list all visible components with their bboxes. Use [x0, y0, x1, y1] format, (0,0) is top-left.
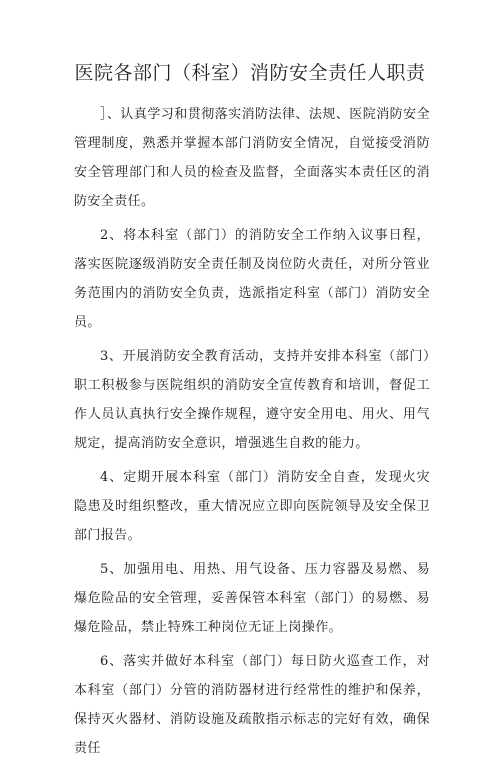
paragraph-1: ］、认真学习和贯彻落实消防法律、法规、医院消防安全管理制度，熟悉并掌握本部门消防安全情况，自觉接受消防安全管理部门和人员的检查及监督，全面落实本责任区的消防安全责任。	[74, 107, 430, 209]
paragraph-5: 5、加强用电、用热、用气设备、压力容器及易燃、易爆危险品的安全管理，妥善保管本科室（部门）的易燃、易爆危险品，禁止特殊工种岗位无证上岗操作。	[74, 562, 430, 635]
document-title: 医院各部门（科室）消防安全责任人职责	[74, 62, 426, 84]
paragraph-3: 3、开展消防安全教育活动，支持并安排本科室（部门）职工积极参与医院组织的消防安全宣传教育和培训，督促工作人员认真执行安全操作规程，遵守安全用电、用火、用气规定，提高消防安全意识，增强逃生自救的能力。	[74, 349, 430, 451]
document-body	[74, 100, 430, 768]
paragraph-2: 2、将本科室（部门）的消防安全工作纳入议事日程，落实医院逐级消防安全责任制及岗位防火责任，对所分管业务范围内的消防安全负责，选派指定科室（部门）消防安全员。	[74, 228, 430, 330]
paragraph-4: 4、定期开展本科室（部门）消防安全自查，发现火灾隐患及时组织整改，重大情况应立即向医院领导及安全保卫部门报告。	[74, 470, 430, 543]
paragraph-6: 6、落实并做好本科室（部门）每日防火巡查工作，对本科室（部门）分管的消防器材进行经常性的维护和保养，保持灭火器材、消防设施及疏散指示标志的完好有效，确保责任	[74, 654, 430, 756]
